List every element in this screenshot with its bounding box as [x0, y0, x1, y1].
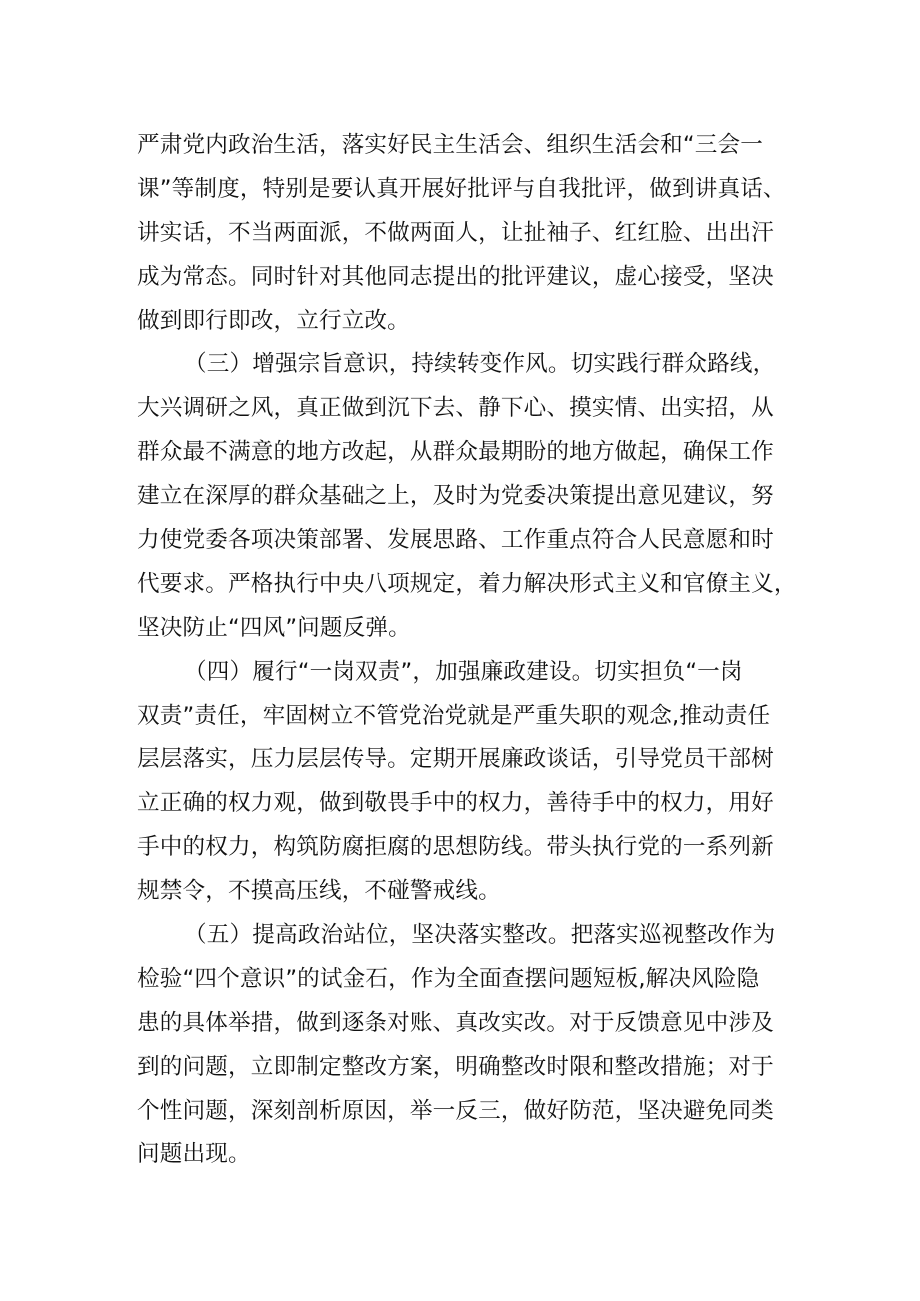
text-line: 严肃党内政治生活，落实好民主生活会、组织生活会和“三会一: [137, 132, 763, 158]
text-line: 大兴调研之风，真正做到沉下去、静下心、摸实情、出实招，从: [137, 395, 774, 422]
text-line: 规禁令，不摸高压线，不碰警戒线。: [137, 878, 501, 905]
text-line: 层层落实，压力层层传导。定期开展廉政谈话，引导党员干部树: [137, 746, 774, 773]
text-line: 成为常态。同时针对其他同志提出的批评建议，虚心接受，坚决: [137, 263, 774, 290]
text-line: 检验“四个意识”的试金石，作为全面查摆问题短板,解决风险隐: [137, 965, 760, 992]
section-heading-line: （三）增强宗旨意识，持续转变作风。切实践行群众路线，: [184, 351, 776, 378]
text-line: 建立在深厚的群众基础之上，及时为党委决策提出意见建议，努: [137, 483, 774, 510]
text-line: 坚决防止“四风”问题反弹。: [137, 614, 411, 641]
text-line: 代要求。严格执行中央八项规定，着力解决形式主义和官僚主义，: [137, 570, 797, 597]
text-line: 做到即行即改，立行立改。: [137, 307, 410, 334]
text-line: 手中的权力，构筑防腐拒腐的思想防线。带头执行党的一系列新: [137, 834, 774, 861]
text-line: 课”等制度，特别是要认真开展好批评与自我批评，做到讲真话、: [137, 175, 786, 202]
text-line: 力使党委各项决策部署、发展思路、工作重点符合人民意愿和时: [137, 527, 774, 554]
text-line: 双责”责任，牢固树立不管党治党就是严重失职的观念,推动责任: [137, 702, 771, 729]
text-line: 到的问题，立即制定整改方案，明确整改时限和整改措施；对于: [137, 1053, 774, 1080]
section-heading-line: （四）履行“一岗双责”，加强廉政建设。切实担负“一岗: [184, 658, 743, 685]
text-line: 个性问题，深刻剖析原因，举一反三，做好防范，坚决避免同类: [137, 1097, 774, 1124]
text-line: 问题出现。: [137, 1141, 251, 1168]
text-line: 群众最不满意的地方改起，从群众最期盼的地方做起，确保工作: [137, 439, 774, 466]
text-line: 患的具体举措，做到逐条对账、真改实改。对于反馈意见中涉及: [137, 1009, 774, 1036]
text-line: 讲实话，不当两面派，不做两面人，让扯袖子、红红脸、出出汗: [137, 219, 774, 246]
text-line: 立正确的权力观，做到敬畏手中的权力，善待手中的权力，用好: [137, 790, 774, 817]
section-heading-line: （五）提高政治站位，坚决落实整改。把落实巡视整改作为: [184, 922, 776, 949]
document-body: [137, 124, 797, 1177]
